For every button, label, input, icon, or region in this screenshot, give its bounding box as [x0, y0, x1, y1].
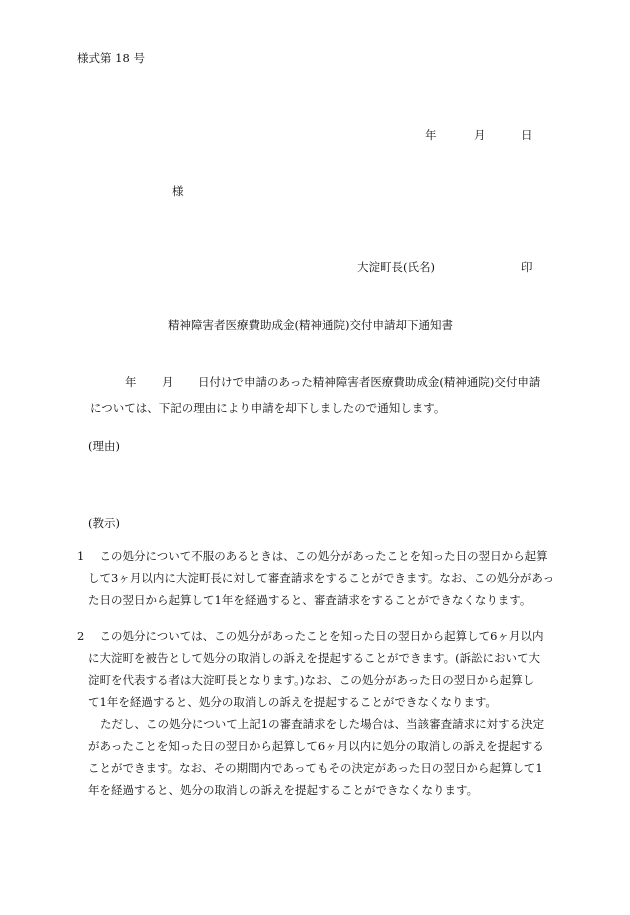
notice-1-line: 1 この処分について不服のあるときは、この処分があったことを知った日の翌日から起算: [77, 549, 548, 563]
notice-2-line: に大淀町を被告として処分の取消しの訴えを提起することができます。(訴訟において大: [88, 651, 541, 665]
notice-2-line: て1年を経過すると、処分の取消しの訴えを提起することができなくなります。: [88, 695, 497, 709]
notice-2-line: ことができます。なお、その期間内であってもその決定があった日の翌日から起算して1: [88, 761, 543, 775]
notice-1-line: た日の翌日から起算して1年を経過すると、審査請求をすることができなくなります。: [88, 593, 532, 607]
date-day-label: 日: [521, 128, 533, 142]
notice-heading: (教示): [88, 516, 120, 530]
notice-2-line: ただし、この処分について上記1の審査請求をした場合は、当該審査請求に対する決定: [100, 717, 545, 731]
body-line-2: については、下記の理由により申請を却下しましたので通知します。: [90, 401, 446, 415]
body-line-1-text: 日付けで申請のあった精神障害者医療費助成金(精神通院)交付申請: [198, 375, 541, 389]
notice-2-line: 淀町を代表する者は大淀町長となります。)なお、この処分があった日の翌日から起算し: [88, 673, 535, 687]
issuer-title: 大淀町長(氏名): [357, 260, 435, 274]
date-year-label: 年: [425, 128, 437, 142]
date-month-label: 月: [474, 128, 486, 142]
form-number: 様式第 18 号: [77, 51, 145, 65]
body-month-label: 月: [162, 375, 174, 389]
notice-2-line: があったことを知った日の翌日から起算して6ヶ月以内に処分の取消しの訴えを提起する: [88, 739, 544, 753]
notice-2-line: 年を経過すると、処分の取消しの訴えを提起することができなくなります。: [88, 783, 479, 797]
notice-2-line: 2 この処分については、この処分があったことを知った日の翌日から起算して6ヶ月以内: [77, 629, 544, 643]
notice-1-line: して3ヶ月以内に大淀町長に対して審査請求をすることができます。なお、この処分があっ: [88, 571, 555, 585]
document-title: 精神障害者医療費助成金(精神通院)交付申請却下通知書: [168, 318, 453, 332]
reason-heading: (理由): [88, 439, 120, 453]
body-year-label: 年: [125, 375, 137, 389]
seal-mark: 印: [521, 260, 533, 274]
addressee-suffix: 様: [172, 184, 184, 198]
